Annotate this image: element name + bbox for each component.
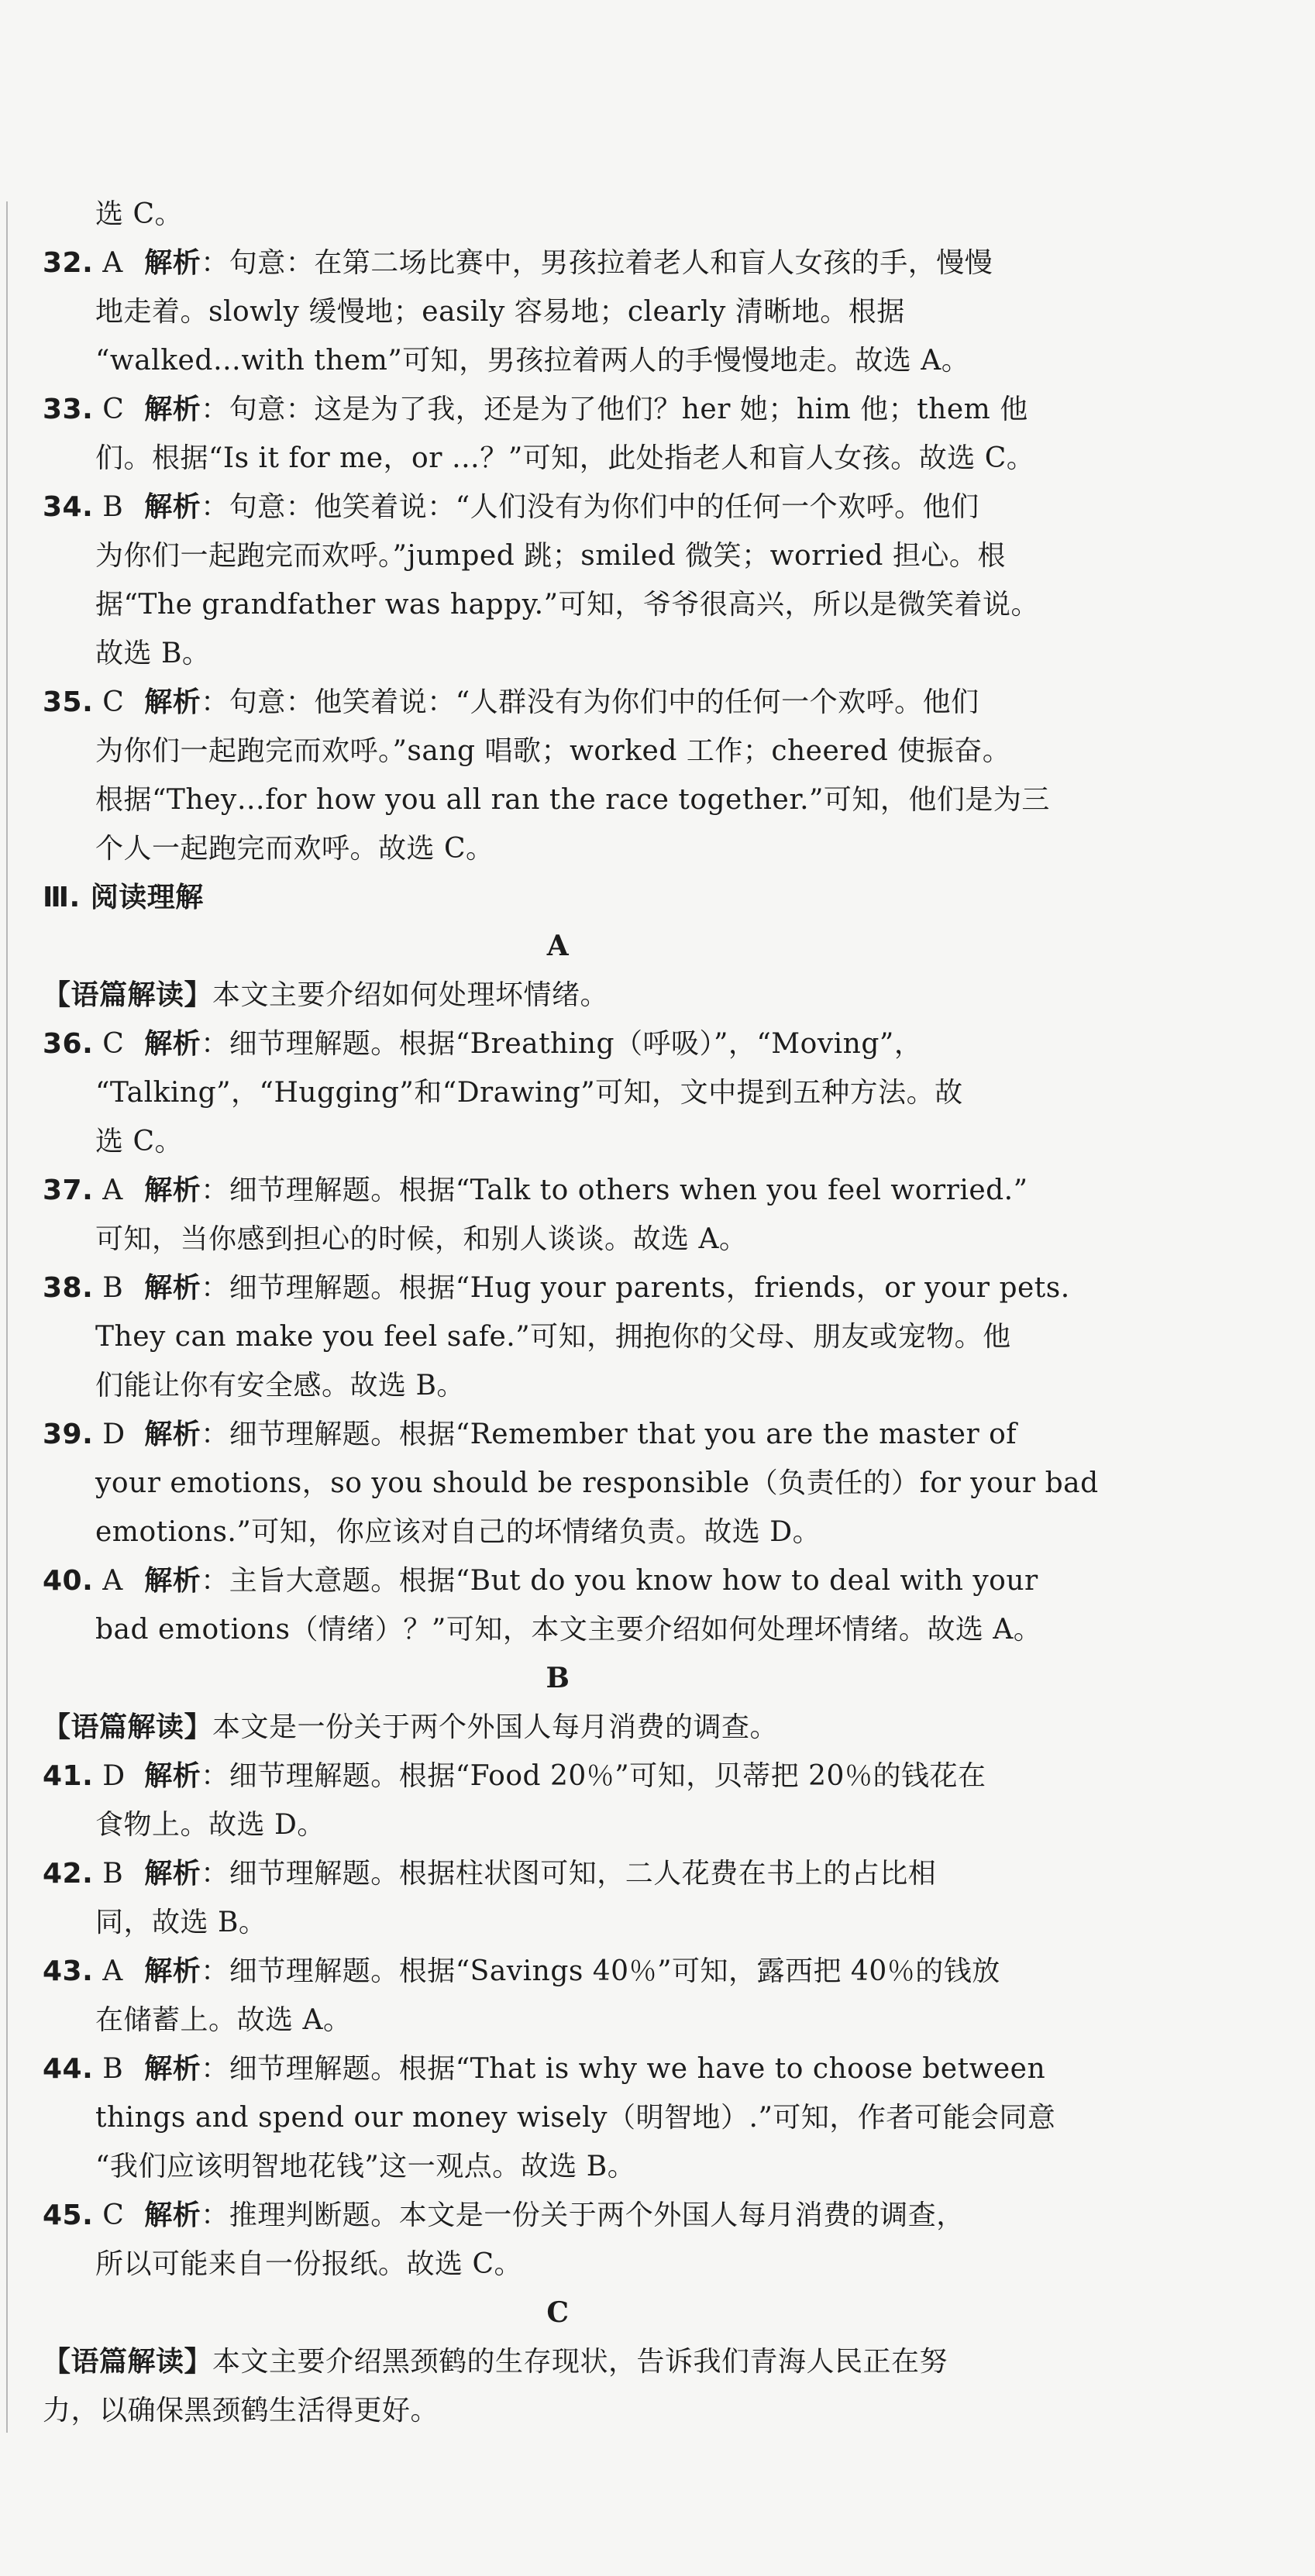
continuation-text: 食物上。故选 D。 [95, 1809, 325, 1841]
analysis-label: 解析 [144, 1955, 201, 1987]
analysis-text: ：句意：在第二场比赛中，男孩拉着老人和盲人女孩的手，慢慢 [201, 247, 993, 279]
answer-letter: A [102, 1175, 123, 1206]
plain-line [43, 2386, 1073, 2435]
question-line [43, 1947, 1073, 1996]
answer-letter: B [102, 1272, 124, 1304]
continuation-text: things and spend our money wisely（明智地）.”可知，作者可能会同意 [95, 2102, 1056, 2134]
passage-heading [43, 2289, 1073, 2337]
question-line [43, 239, 1073, 287]
passage-intro-line [43, 2337, 1073, 2386]
analysis-label: 解析 [144, 686, 201, 718]
continuation-line [43, 2093, 1073, 2142]
continuation-line [43, 1215, 1073, 1264]
question-line [43, 1020, 1073, 1068]
continuation-line [43, 2240, 1073, 2289]
question-line [43, 2191, 1073, 2240]
analysis-text: ：细节理解题。根据柱状图可知，二人花费在书上的占比相 [201, 1858, 937, 1890]
question-number: 42. [43, 1858, 94, 1890]
section-heading [43, 873, 1073, 922]
question-number: 34. [43, 491, 94, 523]
passage-heading-text: B [546, 1662, 570, 1694]
answer-letter: B [102, 491, 124, 523]
passage-intro-text: 本文主要介绍黑颈鹤的生存现状，告诉我们青海人民正在努 [212, 2346, 948, 2378]
continuation-line [43, 531, 1073, 580]
continuation-text: bad emotions（情绪）？”可知，本文主要介绍如何处理坏情绪。故选 A。 [95, 1614, 1042, 1646]
continuation-line [43, 1068, 1073, 1117]
continuation-line [43, 1361, 1073, 1410]
continuation-line [43, 629, 1073, 678]
question-number: 33. [43, 394, 94, 425]
question-line [43, 2045, 1073, 2093]
passage-heading-text: A [546, 930, 570, 962]
continuation-text: “walked…with them”可知，男孩拉着两人的手慢慢地走。故选 A。 [95, 345, 970, 377]
analysis-label: 解析 [144, 1419, 201, 1450]
analysis-label: 解析 [144, 394, 201, 425]
question-line [43, 1556, 1073, 1605]
continuation-line [43, 1459, 1099, 1508]
analysis-label: 解析 [144, 491, 201, 523]
question-line [43, 1166, 1073, 1215]
continuation-line [43, 1800, 1073, 1849]
analysis-label: 解析 [144, 2053, 201, 2085]
answer-letter: B [102, 1858, 124, 1890]
analysis-text: ：细节理解题。根据“Hug your parents，friends，or your pets. [201, 1272, 1070, 1304]
analysis-label: 解析 [144, 1565, 201, 1597]
answer-letter: D [102, 1419, 126, 1450]
continuation-line [43, 1508, 1073, 1556]
analysis-text: ：推理判断题。本文是一份关于两个外国人每月消费的调查， [201, 2199, 965, 2231]
continuation-line [43, 287, 1073, 336]
continuation-line [43, 1117, 1073, 1166]
continuation-line [43, 727, 1073, 776]
continuation-text: “我们应该明智地花钱”这一观点。故选 B。 [95, 2151, 636, 2182]
answer-letter: C [102, 2199, 125, 2231]
continuation-text: 同，故选 B。 [95, 1907, 267, 1938]
continuation-line [43, 1898, 1073, 1947]
analysis-text: ：细节理解题。根据“Food 20％”可知，贝蒂把 20％的钱花在 [201, 1760, 986, 1792]
continuation-text: 故选 B。 [95, 638, 211, 669]
analysis-label: 解析 [144, 1760, 201, 1792]
continuation-line [43, 1312, 1073, 1361]
question-number: 35. [43, 686, 94, 718]
continuation-line [43, 580, 1073, 629]
continuation-text: 在储蓄上。故选 A。 [95, 2004, 352, 2036]
question-number: 41. [43, 1760, 94, 1792]
continuation-text: emotions.”可知，你应该对自己的坏情绪负责。故选 D。 [95, 1516, 821, 1548]
answer-letter: C [102, 1028, 125, 1060]
continuation-line [43, 336, 1073, 385]
continuation-text: 为你们一起跑完而欢呼。”jumped 跳；smiled 微笑；worried 担心。根 [95, 540, 1006, 572]
continuation-text: 们。根据“Is it for me，or …？”可知，此处指老人和盲人女孩。故选 C。 [95, 442, 1035, 474]
answer-letter: A [102, 1565, 123, 1597]
answer-letter: B [102, 2053, 124, 2085]
analysis-label: 解析 [144, 247, 201, 279]
question-number: 38. [43, 1272, 94, 1304]
analysis-text: ：细节理解题。根据“Breathing（呼吸）”，“Moving”， [201, 1028, 923, 1060]
question-line [43, 678, 1073, 727]
question-line [43, 1849, 1073, 1898]
continuation-line [43, 1605, 1073, 1654]
continuation-text: 为你们一起跑完而欢呼。”sang 唱歌；worked 工作；cheered 使振奋。 [95, 735, 1011, 767]
continuation-text: They can make you feel safe.”可知，拥抱你的父母、朋友或宠物。他 [95, 1321, 1011, 1353]
question-line [43, 385, 1073, 434]
continuation-line [43, 190, 1073, 239]
answer-letter: C [102, 394, 125, 425]
analysis-text: ：细节理解题。根据“That is why we have to choose between [201, 2053, 1046, 2085]
analysis-label: 解析 [144, 2199, 201, 2231]
continuation-text: 选 C。 [95, 1126, 183, 1157]
question-number: 45. [43, 2199, 94, 2231]
answer-letter: C [102, 686, 125, 718]
analysis-label: 解析 [144, 1028, 201, 1060]
continuation-text: 所以可能来自一份报纸。故选 C。 [95, 2248, 522, 2280]
continuation-line [43, 776, 1073, 824]
continuation-line [43, 434, 1073, 483]
question-line [43, 1752, 1073, 1800]
plain-text: 力，以确保黑颈鹤生活得更好。 [43, 2395, 439, 2426]
question-number: 40. [43, 1565, 94, 1597]
passage-intro-line [43, 1703, 1073, 1752]
question-number: 37. [43, 1175, 94, 1206]
analysis-label: 解析 [144, 1272, 201, 1304]
analysis-text: ：细节理解题。根据“Savings 40％”可知，露西把 40％的钱放 [201, 1955, 1000, 1987]
section-heading-text: Ⅲ. 阅读理解 [43, 882, 204, 913]
continuation-text: 据“The grandfather was happy.”可知，爷爷很高兴，所以是微笑着说。 [95, 589, 1040, 621]
question-line [43, 1264, 1073, 1312]
continuation-text: your emotions，so you should be responsible（负责任的）for your bad [95, 1467, 1099, 1499]
question-line [43, 483, 1073, 531]
continuation-text: 可知，当你感到担心的时候，和别人谈谈。故选 A。 [95, 1223, 748, 1255]
continuation-text: 选 C。 [95, 198, 183, 230]
analysis-text: ：句意：他笑着说：“人群没有为你们中的任何一个欢呼。他们 [201, 686, 979, 718]
continuation-line [43, 1996, 1073, 2045]
analysis-text: ：细节理解题。根据“Remember that you are the master of [201, 1419, 1017, 1450]
passage-heading-text: C [546, 2296, 570, 2329]
analysis-text: ：句意：他笑着说：“人们没有为你们中的任何一个欢呼。他们 [201, 491, 979, 523]
continuation-line [43, 824, 1073, 873]
continuation-line [43, 2142, 1073, 2191]
margin-rule [6, 201, 8, 2433]
answer-letter: A [102, 1955, 123, 1987]
answer-key-content [43, 190, 1099, 2435]
continuation-text: 根据“They…for how you all ran the race together.”可知，他们是为三 [95, 784, 1050, 816]
question-number: 43. [43, 1955, 94, 1987]
answer-letter: D [102, 1760, 126, 1792]
passage-intro-label: 【语篇解读】 [43, 1711, 213, 1743]
continuation-text: 们能让你有安全感。故选 B。 [95, 1370, 465, 1401]
passage-heading [43, 1654, 1073, 1703]
question-number: 32. [43, 247, 94, 279]
continuation-text: 个人一起跑完而欢呼。故选 C。 [95, 833, 494, 865]
analysis-label: 解析 [144, 1175, 201, 1206]
analysis-text: ：句意：这是为了我，还是为了他们？her 她；him 他；them 他 [201, 394, 1028, 425]
continuation-text: 地走着。slowly 缓慢地；easily 容易地；clearly 清晰地。根据 [95, 296, 905, 328]
passage-intro-text: 本文主要介绍如何处理坏情绪。 [212, 979, 609, 1011]
question-line [43, 1410, 1073, 1459]
analysis-text: ：主旨大意题。根据“But do you know how to deal with your [201, 1565, 1038, 1597]
continuation-text: “Talking”，“Hugging”和“Drawing”可知，文中提到五种方法。故 [95, 1077, 963, 1109]
question-number: 36. [43, 1028, 94, 1060]
answer-letter: A [102, 247, 123, 279]
question-number: 44. [43, 2053, 94, 2085]
analysis-text: ：细节理解题。根据“Talk to others when you feel worried.” [201, 1175, 1028, 1206]
passage-heading [43, 922, 1073, 971]
passage-intro-text: 本文是一份关于两个外国人每月消费的调查。 [212, 1711, 779, 1743]
question-number: 39. [43, 1419, 94, 1450]
analysis-label: 解析 [144, 1858, 201, 1890]
passage-intro-label: 【语篇解读】 [43, 2346, 213, 2378]
passage-intro-line [43, 971, 1073, 1020]
passage-intro-label: 【语篇解读】 [43, 979, 213, 1011]
